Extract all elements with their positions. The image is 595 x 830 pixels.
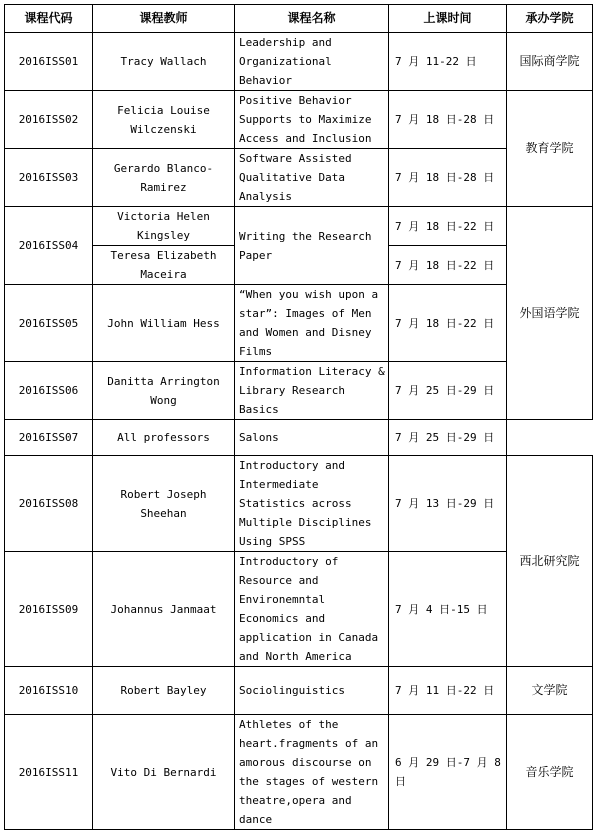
course-name: Introductory and Intermediate Statistics across Multiple Disciplines Using SPSS	[235, 456, 389, 552]
course-time: 7 月 18 日-22 日	[389, 246, 507, 285]
course-name: Introductory of Resource and Environemntal Economics and application in Canada and North America	[235, 552, 389, 667]
course-school: 国际商学院	[507, 33, 593, 91]
course-code: 2016ISS02	[5, 91, 93, 149]
course-time: 7 月 13 日-29 日	[389, 456, 507, 552]
course-code: 2016ISS04	[5, 207, 93, 285]
course-school: 音乐学院	[507, 715, 593, 830]
table-row	[5, 456, 593, 552]
course-teacher: Felicia Louise Wilczenski	[93, 91, 235, 149]
course-time: 7 月 4 日-15 日	[389, 552, 507, 667]
course-code: 2016ISS06	[5, 362, 93, 420]
course-teacher: Teresa Elizabeth Maceira	[93, 246, 235, 285]
course-teacher: Danitta Arrington Wong	[93, 362, 235, 420]
table-row	[5, 667, 593, 715]
course-teacher: Victoria Helen Kingsley	[93, 207, 235, 246]
course-name: Sociolinguistics	[235, 667, 389, 715]
course-teacher: John William Hess	[93, 285, 235, 362]
course-school: 西北研究院	[507, 456, 593, 667]
course-teacher: Johannus Janmaat	[93, 552, 235, 667]
course-code: 2016ISS05	[5, 285, 93, 362]
course-teacher: Gerardo Blanco-Ramirez	[93, 149, 235, 207]
course-code: 2016ISS09	[5, 552, 93, 667]
course-teacher: Tracy Wallach	[93, 33, 235, 91]
course-name: Leadership and Organizational Behavior	[235, 33, 389, 91]
course-name: Information Literacy & Library Research Basics	[235, 362, 389, 420]
course-time: 7 月 11-22 日	[389, 33, 507, 91]
course-name: Athletes of the heart.fragments of an amorous discourse on the stages of western theatre,opera and dance	[235, 715, 389, 830]
course-code: 2016ISS11	[5, 715, 93, 830]
header-teacher: 课程教师	[93, 5, 235, 33]
course-code: 2016ISS08	[5, 456, 93, 552]
course-teacher: Robert Bayley	[93, 667, 235, 715]
course-school: 文学院	[507, 667, 593, 715]
table-row	[5, 91, 593, 149]
course-name: Software Assisted Qualitative Data Analysis	[235, 149, 389, 207]
header-school: 承办学院	[507, 5, 593, 33]
table-row	[5, 285, 593, 362]
course-time: 7 月 18 日-28 日	[389, 149, 507, 207]
table-row	[5, 552, 593, 667]
header-code: 课程代码	[5, 5, 93, 33]
table-row	[5, 149, 593, 207]
course-school: 教育学院	[507, 91, 593, 207]
course-name: Writing the Research Paper	[235, 207, 389, 285]
table-row	[5, 33, 593, 91]
course-name: Salons	[235, 420, 389, 456]
course-name: “When you wish upon a star”: Images of Men and Women and Disney Films	[235, 285, 389, 362]
header-time: 上课时间	[389, 5, 507, 33]
course-time: 7 月 25 日-29 日	[389, 362, 507, 420]
course-code: 2016ISS07	[5, 420, 93, 456]
course-time: 6 月 29 日-7 月 8 日	[389, 715, 507, 830]
course-teacher: Vito Di Bernardi	[93, 715, 235, 830]
course-time: 7 月 25 日-29 日	[389, 420, 507, 456]
course-code: 2016ISS03	[5, 149, 93, 207]
table-row	[5, 207, 593, 246]
course-time: 7 月 18 日-22 日	[389, 285, 507, 362]
header-row	[5, 5, 593, 33]
course-time: 7 月 18 日-28 日	[389, 91, 507, 149]
course-name: Positive Behavior Supports to Maximize Access and Inclusion	[235, 91, 389, 149]
course-teacher: Robert Joseph Sheehan	[93, 456, 235, 552]
course-teacher: All professors	[93, 420, 235, 456]
table-row	[5, 362, 593, 420]
table-row	[5, 715, 593, 830]
header-name: 课程名称	[235, 5, 389, 33]
table-row	[5, 420, 593, 456]
course-time: 7 月 18 日-22 日	[389, 207, 507, 246]
course-code: 2016ISS10	[5, 667, 93, 715]
course-code: 2016ISS01	[5, 33, 93, 91]
course-time: 7 月 11 日-22 日	[389, 667, 507, 715]
course-school: 外国语学院	[507, 207, 593, 420]
course-table	[4, 4, 593, 830]
